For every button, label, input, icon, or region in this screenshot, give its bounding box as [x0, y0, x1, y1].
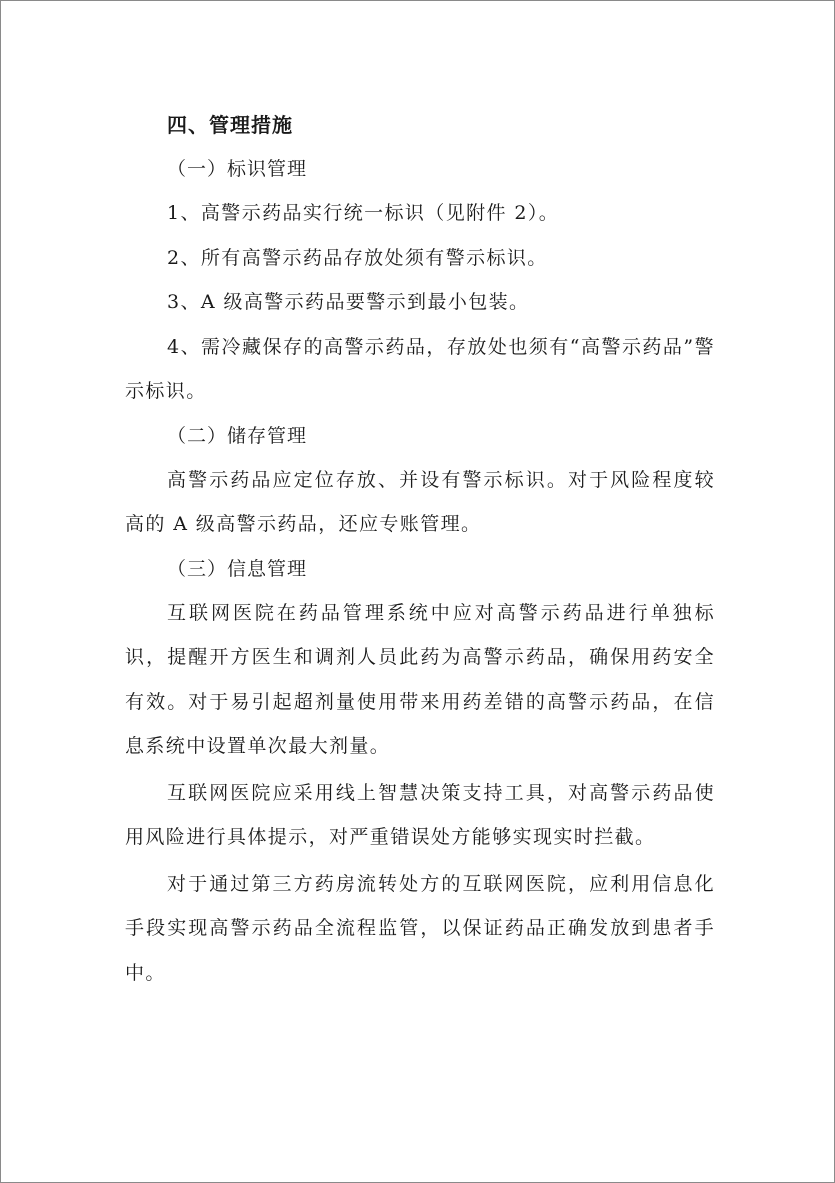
identification-item-3: 3、A 级高警示药品要警示到最小包装。 — [167, 291, 530, 313]
information-paragraph-1: 互联网医院在药品管理系统中应对高警示药品进行单独标识，提醒开方医生和调剂人员此药为高警示药品，确保用药安全有效。对于易引起超剂量使用带来用药差错的高警示药品，在信息系统中设置单次最大剂量。 — [125, 601, 715, 757]
section-heading: 四、管理措施 — [167, 113, 293, 137]
sub-heading-information: （三）信息管理 — [167, 557, 308, 580]
sub-heading-identification: （一）标识管理 — [167, 158, 308, 180]
sub-heading-storage: （二）储存管理 — [167, 424, 308, 447]
identification-item-2: 2、所有高警示药品存放处须有警示标识。 — [167, 246, 548, 269]
document-body — [125, 103, 715, 995]
storage-paragraph: 高警示药品应定位存放、并设有警示标识。对于风险程度较高的 A 级高警示药品，还应专账管理。 — [125, 468, 715, 535]
identification-item-1: 1、高警示药品实行统一标识（见附件 2）。 — [167, 202, 560, 224]
information-paragraph-2: 互联网医院应采用线上智慧决策支持工具，对高警示药品使用风险进行具体提示，对严重错误处方能够实现实时拦截。 — [125, 781, 715, 848]
identification-item-4: 4、需冷藏保存的高警示药品，存放处也须有“高警示药品”警示标识。 — [125, 335, 715, 402]
information-paragraph-3: 对于通过第三方药房流转处方的互联网医院，应利用信息化手段实现高警示药品全流程监管，以保证药品正确发放到患者手中。 — [125, 872, 715, 984]
